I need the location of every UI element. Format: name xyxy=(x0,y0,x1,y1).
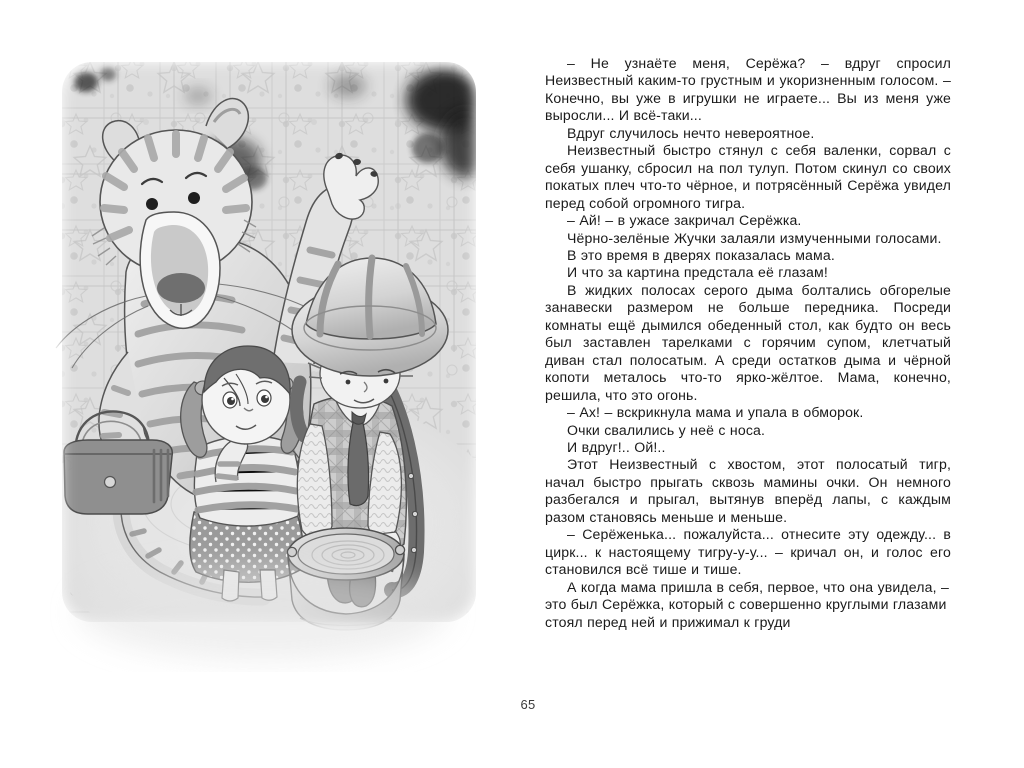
page-number xyxy=(0,697,1024,712)
paragraph: Вдруг случилось нечто невероятное. xyxy=(567,124,815,141)
paragraph: И вдруг!.. Ой!.. xyxy=(567,438,666,455)
paragraph: А когда мама пришла в себя, первое, что она увидела, – это был Серёжка, который с совершенно круглыми глазами стоял перед ней и прижимал к груди xyxy=(545,578,949,630)
girl xyxy=(181,346,306,601)
paragraph: Этот Неизвестный с хвостом, этот полосатый тигр, начал быстро прыгать сквозь мамины очки. Он немного разбегался и прыгал, вытянув вперёд лапы, с каждым разом становясь меньше и меньше. xyxy=(545,456,951,525)
paragraph: – Ах! – вскрикнула мама и упала в обморок. xyxy=(567,404,864,421)
illustration xyxy=(48,52,508,672)
paragraph: В жидких полосах серого дыма болтались обгорелые занавески размером не больше передника. Посреди комнаты ещё дымился обеденный стол, как будто он весь был заставлен тарелками с горячим супом, клетчатый диван стал полосатым. А среди остатков дыма и чёрной копоти металось что-то ярко-жёлтое. Мама, конечно, решила, что это огонь. xyxy=(545,281,951,403)
paragraph: Неизвестный быстро стянул с себя валенки, сорвал с себя ушанку, сбросил на пол тулуп. Потом скинул со своих покатых плеч что-то чёрное, и потрясённый Серёжа увидел перед собой огромного тигра. xyxy=(545,142,951,211)
page-number-value: 65 xyxy=(520,697,536,712)
paragraph: В это время в дверях показалась мама. xyxy=(567,246,835,263)
paragraph: Очки свалились у неё с носа. xyxy=(567,421,766,438)
body-text xyxy=(545,55,951,631)
paragraph: – Не узнаёте меня, Серёжа? – вдруг спросил Неизвестный каким-то грустным и укоризненным голосом. – Конечно, вы уже в игрушки не играете... Вы из меня уже выросли... И всё-таки... xyxy=(545,55,951,124)
paragraph: И что за картина предстала её глазам! xyxy=(567,264,828,281)
paragraph: Чёрно-зелёные Жучки залаяли измученными голосами. xyxy=(567,229,942,246)
paragraph: – Серёженька... пожалуйста... отнесите эту одежду... в цирк... к настоящему тигру-у-у... – кричал он, и голос его становился всё тише и тише. xyxy=(545,526,951,578)
paragraph: – Ай! – в ужасе закричал Серёжка. xyxy=(567,212,802,229)
illustration-canvas xyxy=(48,52,508,672)
